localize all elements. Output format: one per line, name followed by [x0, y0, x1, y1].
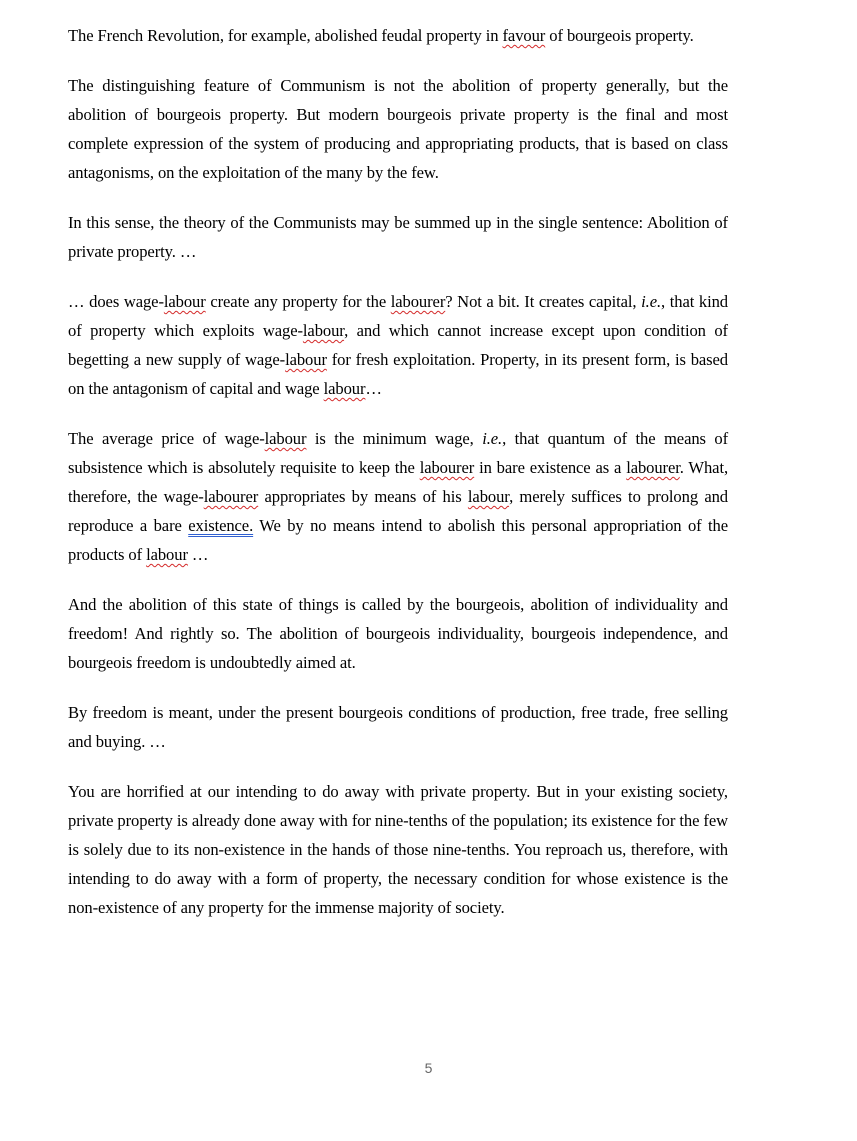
spelling-error-word[interactable]: labour	[323, 379, 366, 398]
spelling-error-word[interactable]: labourer	[419, 458, 475, 477]
text-run: , and which cannot increase except upon condition of begetting a new supply of wage-	[68, 321, 728, 369]
grammar-flag-word[interactable]: existence.	[188, 516, 254, 535]
text-run: ? Not a bit. It creates capital,	[445, 292, 642, 311]
text-run: in bare existence as a	[474, 458, 627, 477]
paragraph	[68, 777, 728, 922]
text-run: create any property for the	[205, 292, 391, 311]
paragraph	[68, 208, 728, 266]
text-run: appropriates by means of his	[258, 487, 468, 506]
paragraph	[68, 21, 728, 50]
italic-text: i.e.	[641, 292, 662, 311]
text-run: . What, therefore, the wage-	[68, 458, 729, 506]
spelling-error-word[interactable]: favour	[502, 26, 546, 45]
text-run: , that kind of property which exploits wage-	[68, 292, 728, 340]
text-run: The distinguishing feature of Communism is not the abolition of property generally, but the abolition of bourgeois property. But modern bourgeois private property is the final and most complete expression of the system of producing and appropriating products, that is based on class antagonisms, on the exploitation of the many by the few.	[68, 76, 728, 182]
text-run: By freedom is meant, under the present bourgeois conditions of production, free trade, free selling and buying. …	[68, 703, 728, 751]
paragraph	[68, 71, 728, 187]
paragraph	[68, 590, 728, 677]
text-run: You are horrified at our intending to do away with private property. But in your existing society, private property is already done away with for nine-tenths of the population; its existence for the few is solely due to its non-existence in the hands of those nine-tenths. You reproach us, therefore, with intending to do away with a form of property, the necessary condition for whose existence is the non-existence of any property for the immense majority of society.	[68, 782, 728, 917]
text-run: And the abolition of this state of things is called by the bourgeois, abolition of individuality and freedom! And rightly so. The abolition of bourgeois individuality, bourgeois independence, and bourgeois freedom is undoubtedly aimed at.	[68, 595, 728, 672]
italic-text: i.e.	[482, 429, 503, 448]
text-run: The average price of wage-	[68, 429, 265, 448]
document-body[interactable]	[68, 21, 728, 943]
spelling-error-word[interactable]: labourer	[390, 292, 446, 311]
paragraph	[68, 287, 728, 403]
spelling-error-word[interactable]: labour	[163, 292, 206, 311]
spelling-error-word[interactable]: labour	[467, 487, 510, 506]
text-run: …	[187, 545, 209, 564]
spelling-error-word[interactable]: labour	[264, 429, 307, 448]
text-run: …	[365, 379, 382, 398]
text-run: In this sense, the theory of the Communists may be summed up in the single sentence: Abolition of private property. …	[68, 213, 728, 261]
spelling-error-word[interactable]: labourer	[626, 458, 680, 477]
text-run: of bourgeois property.	[545, 26, 694, 45]
text-run: The French Revolution, for example, abolished feudal property in	[68, 26, 503, 45]
text-run: for fresh exploitation. Property, in its present form, is based on the antagonism of capital and wage	[68, 350, 728, 398]
paragraph	[68, 424, 728, 569]
paragraph	[68, 698, 728, 756]
text-run: We by no means intend to abolish this personal appropriation of the products of	[68, 516, 728, 564]
spelling-error-word[interactable]: labour	[285, 350, 327, 369]
spelling-error-word[interactable]: labour	[146, 545, 188, 564]
text-run: , merely suffices to prolong and reproduce a bare	[68, 487, 728, 535]
spelling-error-word[interactable]: labourer	[203, 487, 259, 506]
spelling-error-word[interactable]: labour	[302, 321, 345, 340]
text-run: , that quantum of the means of subsistence which is absolutely requisite to keep the	[68, 429, 728, 477]
text-run: is the minimum wage,	[306, 429, 483, 448]
text-run: … does wage-	[68, 292, 164, 311]
page-number: 5	[424, 1060, 433, 1076]
